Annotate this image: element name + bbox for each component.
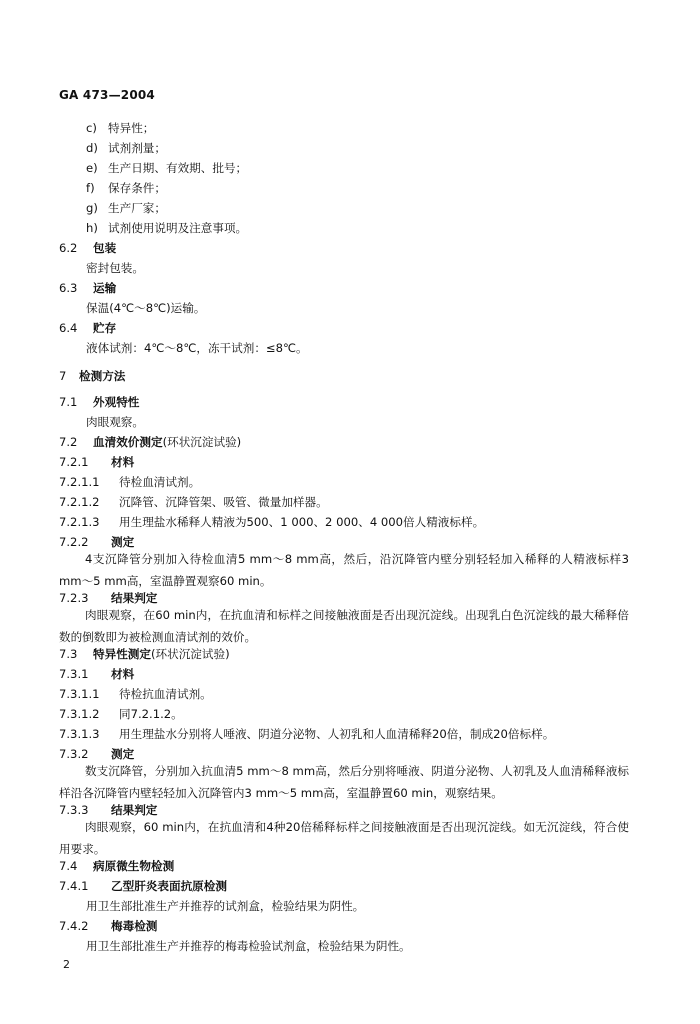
item-number: 7.2.1.3 bbox=[59, 515, 100, 529]
numbered-item bbox=[59, 686, 212, 702]
list-item bbox=[86, 120, 154, 136]
list-item bbox=[86, 180, 166, 196]
list-item bbox=[86, 220, 247, 236]
item-number: 7.2.1.1 bbox=[59, 475, 100, 489]
section-number: 7 bbox=[59, 369, 67, 383]
item-text: 用生理盐水分别将人唾液、阴道分泌物、人初乳和人血清稀释20倍，制成20倍标样。 bbox=[119, 727, 555, 741]
numbered-item bbox=[59, 514, 484, 530]
section-body: 保温(4℃～8℃)运输。 bbox=[86, 301, 206, 315]
list-item-label: g) bbox=[86, 201, 98, 215]
list-item bbox=[86, 200, 166, 216]
section-title: 乙型肝炎表面抗原检测 bbox=[111, 879, 227, 893]
section-title: 特异性测定 bbox=[93, 647, 151, 661]
list-item-text: 生产日期、有效期、批号； bbox=[108, 161, 248, 175]
section-title-suffix: (环状沉淀试验) bbox=[162, 435, 242, 449]
section-title: 测定 bbox=[111, 747, 135, 761]
section-title: 材料 bbox=[111, 667, 135, 681]
section-number: 6.2 bbox=[59, 241, 78, 255]
section-title: 测定 bbox=[111, 535, 135, 549]
numbered-item bbox=[59, 474, 200, 490]
section-title: 包装 bbox=[93, 241, 117, 255]
section-number: 7.2.1 bbox=[59, 455, 89, 469]
section-body: 肉眼观察，60 min内，在抗血清和4种20倍稀释标样之间接触液面是否出现沉淀线。如无沉淀线，符合使用要求。 bbox=[59, 820, 629, 856]
section-heading bbox=[59, 878, 227, 894]
section-title: 病原微生物检测 bbox=[93, 859, 175, 873]
item-text: 同7.2.1.2。 bbox=[119, 707, 183, 721]
page-number: 2 bbox=[63, 958, 70, 971]
list-item-text: 保存条件； bbox=[108, 181, 166, 195]
list-item-label: f) bbox=[86, 181, 95, 195]
item-number: 7.3.1.3 bbox=[59, 727, 100, 741]
list-item-label: e) bbox=[86, 161, 98, 175]
section-body: 肉眼观察，在60 min内，在抗血清和标样之间接触液面是否出现沉淀线。出现乳白色沉淀线的最大稀释倍数的倒数即为被检测血清试剂的效价。 bbox=[59, 608, 629, 644]
item-number: 7.3.1.2 bbox=[59, 707, 100, 721]
section-title: 外观特性 bbox=[93, 395, 140, 409]
section-number: 7.2 bbox=[59, 435, 78, 449]
section-title-suffix: (环状沉淀试验) bbox=[150, 647, 230, 661]
section-heading bbox=[59, 666, 134, 682]
section-title: 贮存 bbox=[93, 321, 117, 335]
section-number: 7.2.3 bbox=[59, 591, 89, 605]
section-number: 7.4.1 bbox=[59, 879, 89, 893]
item-text: 用生理盐水稀释人精液为500、1 000、2 000、4 000倍人精液标样。 bbox=[119, 515, 485, 529]
list-item-text: 试剂剂量； bbox=[108, 141, 166, 155]
section-heading bbox=[59, 280, 116, 296]
section-heading bbox=[59, 858, 174, 874]
section-title: 结果判定 bbox=[111, 591, 158, 605]
section-number: 6.3 bbox=[59, 281, 78, 295]
numbered-item bbox=[59, 726, 554, 742]
item-text: 待检血清试剂。 bbox=[119, 475, 201, 489]
section-title: 血清效价测定 bbox=[93, 435, 163, 449]
section-heading bbox=[59, 454, 134, 470]
item-text: 沉降管、沉降管架、吸管、微量加样器。 bbox=[119, 495, 328, 509]
section-body: 数支沉降管，分别加入抗血清5 mm～8 mm高，然后分别将唾液、阴道分泌物、人初乳及人血清稀释液标样沿各沉降管内壁轻轻加入沉降管内3 mm～5 mm高，室温静置60 min，观察结果。 bbox=[59, 764, 629, 800]
section-number: 7.2.2 bbox=[59, 535, 89, 549]
section-body: 4支沉降管分别加入待检血清5 mm～8 mm高，然后，沿沉降管内壁分别轻轻加入稀释的人精液标样3 mm～5 mm高，室温静置观察60 min。 bbox=[59, 552, 629, 588]
section-title: 运输 bbox=[93, 281, 117, 295]
list-item-text: 试剂使用说明及注意事项。 bbox=[108, 221, 248, 235]
section-body: 液体试剂：4℃～8℃，冻干试剂：≤8℃。 bbox=[86, 341, 308, 355]
section-body: 用卫生部批准生产并推荐的试剂盒，检验结果为阴性。 bbox=[86, 899, 365, 913]
section-title: 检测方法 bbox=[79, 369, 126, 383]
section-body: 肉眼观察。 bbox=[86, 415, 144, 429]
list-item-text: 特异性； bbox=[108, 121, 155, 135]
section-number: 7.3 bbox=[59, 647, 78, 661]
list-item-label: d) bbox=[86, 141, 98, 155]
section-heading bbox=[59, 918, 157, 934]
section-number: 7.3.3 bbox=[59, 803, 89, 817]
section-title: 梅毒检测 bbox=[111, 919, 158, 933]
document-header: GA 473—2004 bbox=[59, 88, 155, 102]
section-number: 7.1 bbox=[59, 395, 78, 409]
section-number: 7.3.1 bbox=[59, 667, 89, 681]
numbered-item bbox=[59, 494, 328, 510]
item-number: 7.2.1.2 bbox=[59, 495, 100, 509]
section-title: 结果判定 bbox=[111, 803, 158, 817]
section-title: 材料 bbox=[111, 455, 135, 469]
list-item-label: h) bbox=[86, 221, 98, 235]
section-number: 7.4.2 bbox=[59, 919, 89, 933]
item-text: 待检抗血清试剂。 bbox=[119, 687, 212, 701]
item-number: 7.3.1.1 bbox=[59, 687, 100, 701]
list-item-label: c) bbox=[86, 121, 97, 135]
list-item-text: 生产厂家； bbox=[108, 201, 166, 215]
numbered-item bbox=[59, 706, 183, 722]
section-number: 7.3.2 bbox=[59, 747, 89, 761]
section-number: 7.4 bbox=[59, 859, 78, 873]
list-item bbox=[86, 140, 166, 156]
section-heading bbox=[59, 646, 230, 662]
section-heading bbox=[59, 394, 139, 410]
list-item bbox=[86, 160, 247, 176]
section-body: 密封包装。 bbox=[86, 261, 144, 275]
section-number: 6.4 bbox=[59, 321, 78, 335]
section-heading bbox=[59, 240, 116, 256]
section-heading bbox=[59, 434, 241, 450]
section-body: 用卫生部批准生产并推荐的梅毒检验试剂盒，检验结果为阴性。 bbox=[86, 939, 411, 953]
chapter-heading bbox=[59, 368, 125, 384]
section-heading bbox=[59, 320, 116, 336]
